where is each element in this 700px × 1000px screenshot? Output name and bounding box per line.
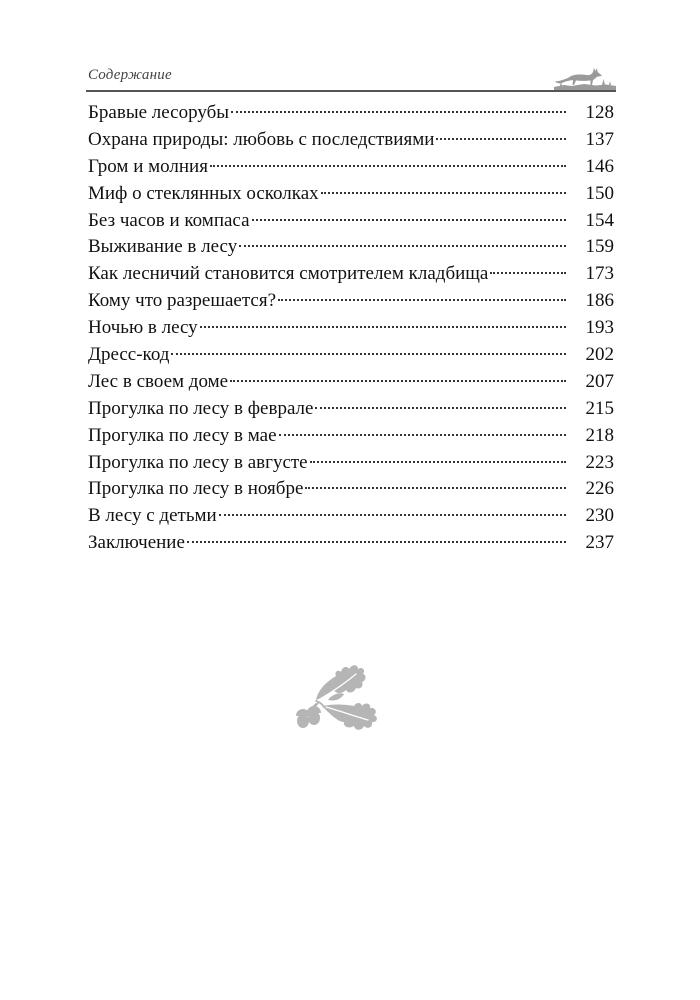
dot-leader <box>187 541 566 543</box>
dot-leader <box>219 514 566 516</box>
toc-entry-title: В лесу с детьми <box>88 505 217 527</box>
dot-leader <box>252 219 566 221</box>
dot-leader <box>278 299 566 301</box>
toc-entry-page: 146 <box>585 155 614 177</box>
toc-entry-page: 186 <box>585 290 614 312</box>
fox-icon <box>554 62 616 91</box>
dot-leader <box>305 487 566 489</box>
dot-leader <box>490 272 566 274</box>
toc-entry-title: Заключение <box>88 532 185 554</box>
toc-entry <box>88 100 614 127</box>
toc-entry <box>88 423 614 450</box>
toc-entry-page: 237 <box>585 532 614 554</box>
toc-entry <box>88 476 614 503</box>
toc-entry-page: 207 <box>585 370 614 392</box>
dot-leader <box>321 192 566 194</box>
toc-entry-title: Прогулка по лесу в августе <box>88 451 308 473</box>
toc-entry <box>88 288 614 315</box>
toc-entry-page: 154 <box>585 209 614 231</box>
dot-leader <box>171 353 566 355</box>
toc-entry <box>88 450 614 477</box>
toc-entry <box>88 154 614 181</box>
toc-entry-page: 230 <box>585 505 614 527</box>
toc-entry <box>88 342 614 369</box>
toc-entry <box>88 503 614 530</box>
table-of-contents <box>88 100 614 557</box>
toc-entry-page: 218 <box>585 424 614 446</box>
toc-entry-title: Охрана природы: любовь с последствиями <box>88 128 435 150</box>
toc-entry-page: 226 <box>585 478 614 500</box>
toc-entry-title: Дресс-код <box>88 344 170 366</box>
toc-entry <box>88 261 614 288</box>
toc-entry-title: Без часов и компаса <box>88 209 250 231</box>
toc-entry-title: Как лесничий становится смотрителем кладбища <box>88 263 489 285</box>
toc-entry-title: Кому что разрешается? <box>88 290 277 312</box>
dot-leader <box>231 111 566 113</box>
toc-entry-page: 150 <box>585 182 614 204</box>
toc-entry-page: 215 <box>585 397 614 419</box>
toc-entry-page: 223 <box>585 451 614 473</box>
toc-entry-title: Прогулка по лесу в ноябре <box>88 478 304 500</box>
dot-leader <box>315 407 566 409</box>
dot-leader <box>239 245 566 247</box>
toc-entry <box>88 369 614 396</box>
dot-leader <box>230 380 566 382</box>
toc-entry-page: 202 <box>585 344 614 366</box>
toc-entry-title: Прогулка по лесу в мае <box>88 424 277 446</box>
dot-leader <box>200 326 566 328</box>
toc-entry-title: Бравые лесорубы <box>88 102 230 123</box>
toc-entry <box>88 234 614 261</box>
toc-entry-title: Прогулка по лесу в феврале <box>88 397 314 419</box>
toc-entry-title: Выживание в лесу <box>88 236 238 258</box>
dot-leader <box>436 138 566 140</box>
dot-leader <box>210 165 566 167</box>
header-rule <box>86 90 616 92</box>
toc-entry <box>88 127 614 154</box>
toc-entry-title: Миф о стеклянных осколках <box>88 182 319 204</box>
header-title: Содержание <box>88 67 172 83</box>
toc-entry <box>88 396 614 423</box>
toc-entry <box>88 181 614 208</box>
toc-entry <box>88 315 614 342</box>
toc-entry-page: 173 <box>585 263 614 285</box>
toc-entry <box>88 530 614 557</box>
toc-entry-title: Ночью в лесу <box>88 317 198 339</box>
toc-entry <box>88 208 614 235</box>
running-header <box>86 62 616 94</box>
oak-leaves-acorns-icon <box>292 656 396 734</box>
toc-entry-title: Гром и молния <box>88 155 208 177</box>
toc-entry-page: 159 <box>585 236 614 258</box>
toc-entry-page: 193 <box>585 317 614 339</box>
toc-entry-page: 137 <box>585 128 614 150</box>
dot-leader <box>279 434 566 436</box>
toc-entry-title: Лес в своем доме <box>88 370 229 392</box>
toc-entry-page: 128 <box>585 102 614 123</box>
dot-leader <box>310 461 566 463</box>
